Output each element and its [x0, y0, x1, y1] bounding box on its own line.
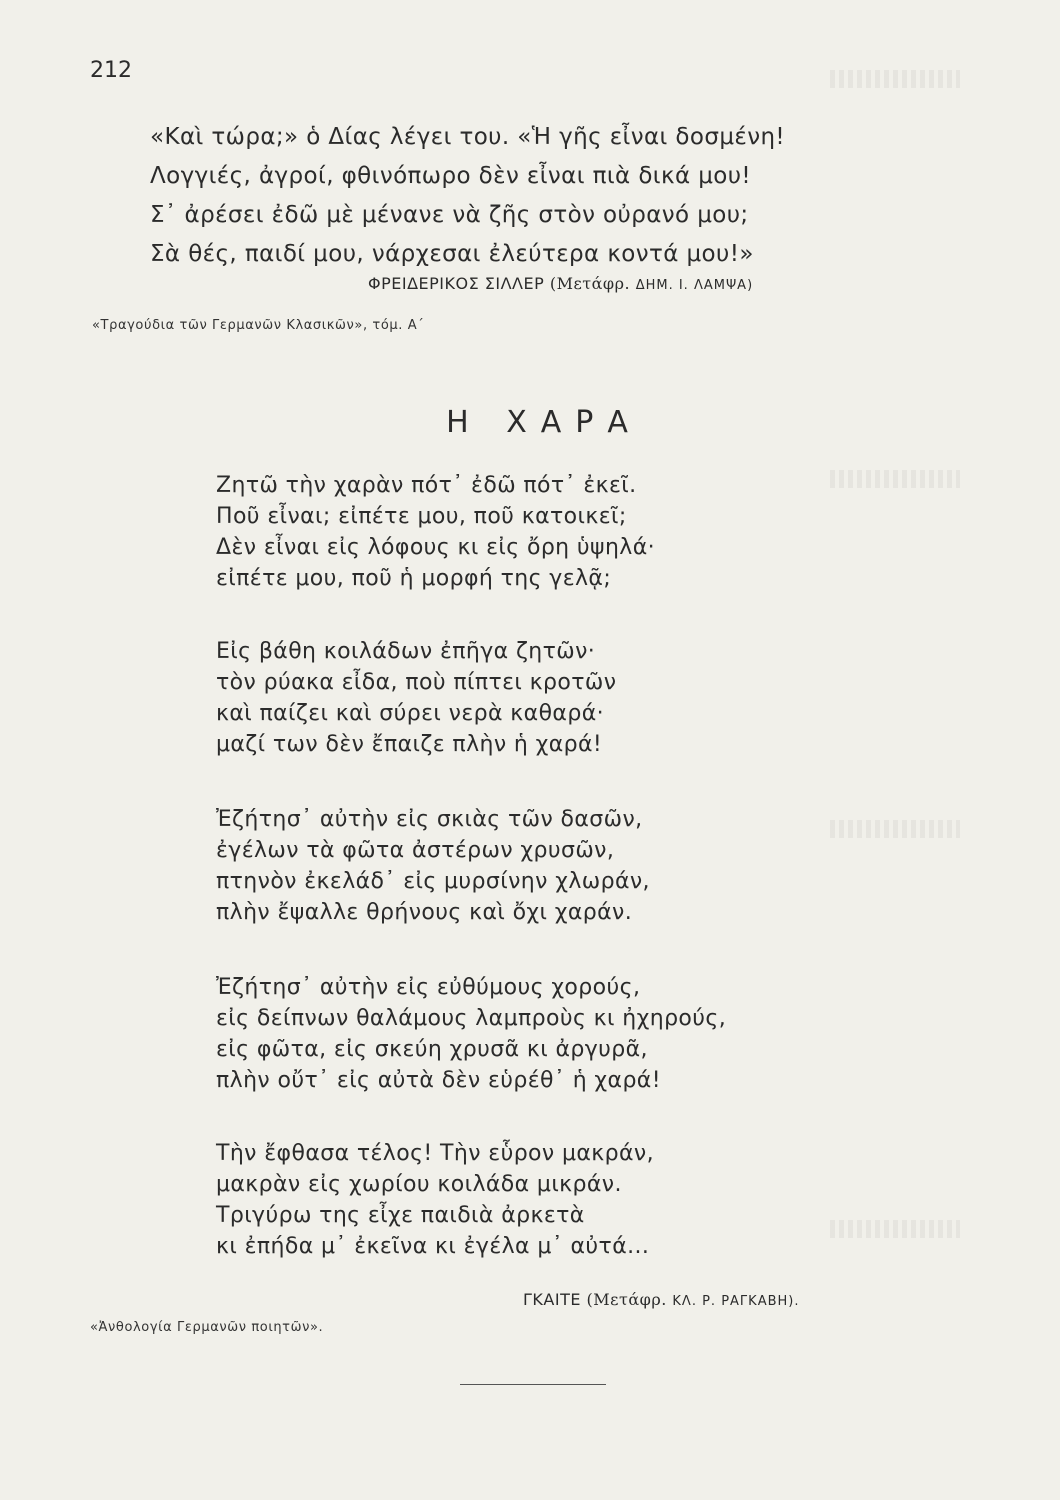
verse-line: μαζί των δὲν ἔπαιζε πλὴν ἡ χαρά! — [216, 732, 603, 757]
verse-line: Σὰ θές, παιδί μου, νάρχεσαι ἐλεύτερα κοντά μου!» — [150, 241, 754, 267]
verse-line: εἰς δείπνων θαλάμους λαμπροὺς κι ἠχηρούς, — [216, 1006, 727, 1031]
verse-line: Ἐζήτησ᾽ αὐτὴν εἰς σκιὰς τῶν δασῶν, — [216, 807, 643, 832]
bleed-through-texture — [830, 1220, 960, 1238]
poem-title: Η ΧΑΡΑ — [446, 405, 642, 440]
verse-line: καὶ παίζει καὶ σύρει νερὰ καθαρά· — [216, 701, 604, 726]
poem-stanza — [216, 636, 616, 760]
schiller-source: «Τραγούδια τῶν Γερμανῶν Κλασικῶν», τόμ. Α´ — [92, 318, 425, 333]
verse-line: Λογγιές, ἀγροί, φθινόπωρο δὲν εἶναι πιὰ δικά μου! — [150, 163, 752, 189]
translator-name: ΚΛ. Ρ. ΡΑΓΚΑΒΗ). — [672, 1294, 800, 1309]
verse-line: πλὴν οὔτ᾽ εἰς αὐτὰ δὲν εὑρέθ᾽ ἡ χαρά! — [216, 1068, 661, 1093]
verse-line: μακρὰν εἰς χωρίου κοιλάδα μικράν. — [216, 1172, 622, 1197]
verse-line: πλὴν ἔψαλλε θρήνους καὶ ὄχι χαράν. — [216, 900, 633, 925]
verse-line: κι ἐπήδα μ᾽ ἐκεῖνα κι ἐγέλα μ᾽ αὐτά... — [216, 1234, 650, 1259]
goethe-source: «Ἀνθολογία Γερμανῶν ποιητῶν». — [90, 1320, 324, 1335]
poem-stanza — [216, 470, 655, 594]
translator-name: ΔΗΜ. Ι. ΛΑΜΨΑ) — [635, 278, 754, 293]
bleed-through-texture — [830, 70, 960, 88]
page-number: 212 — [90, 58, 132, 83]
schiller-stanza — [150, 118, 785, 274]
verse-line: Τριγύρω της εἶχε παιδιὰ ἀρκετὰ — [216, 1203, 585, 1228]
verse-line: Σ᾽ ἀρέσει ἐδῶ μὲ μένανε νὰ ζῆς στὸν οὐρανό μου; — [150, 202, 749, 228]
author-name: ΓΚΑΙΤΕ — [523, 1290, 581, 1309]
translator-prefix: (Μετάφρ. — [549, 274, 631, 293]
verse-line: εἰς φῶτα, εἰς σκεύη χρυσᾶ κι ἀργυρᾶ, — [216, 1037, 648, 1062]
poem-stanza — [216, 1138, 654, 1262]
verse-line: Τὴν ἔφθασα τέλος! Τὴν εὗρον μακράν, — [216, 1141, 655, 1166]
poem-stanza — [216, 804, 650, 928]
verse-line: «Καὶ τώρα;» ὁ Δίας λέγει του. «Ἡ γῆς εἶναι δοσμένη! — [150, 124, 786, 150]
verse-line: Δὲν εἶναι εἰς λόφους κι εἰς ὄρη ὑψηλά· — [216, 535, 656, 560]
bleed-through-texture — [830, 820, 960, 838]
section-divider — [460, 1384, 606, 1385]
verse-line: εἰπέτε μου, ποῦ ἡ μορφή της γελᾷ; — [216, 566, 612, 591]
poem-stanza — [216, 972, 726, 1096]
schiller-attribution — [368, 274, 753, 293]
goethe-attribution — [523, 1290, 799, 1309]
bleed-through-texture — [830, 470, 960, 488]
verse-line: Ζητῶ τὴν χαρὰν πότ᾽ ἐδῶ πότ᾽ ἐκεῖ. — [216, 473, 637, 498]
verse-line: Ποῦ εἶναι; εἰπέτε μου, ποῦ κατοικεῖ; — [216, 504, 627, 529]
author-name: ΦΡΕΙΔΕΡΙΚΟΣ ΣΙΛΛΕΡ — [368, 274, 545, 293]
verse-line: Ἐζήτησ᾽ αὐτὴν εἰς εὐθύμους χορούς, — [216, 975, 641, 1000]
verse-line: ἐγέλων τὰ φῶτα ἀστέρων χρυσῶν, — [216, 838, 615, 863]
verse-line: πτηνὸν ἐκελάδ᾽ εἰς μυρσίνην χλωράν, — [216, 869, 650, 894]
verse-line: Εἰς βάθη κοιλάδων ἐπῆγα ζητῶν· — [216, 639, 596, 664]
translator-prefix: (Μετάφρ. — [586, 1290, 667, 1309]
verse-line: τὸν ρύακα εἶδα, ποὺ πίπτει κροτῶν — [216, 670, 617, 695]
